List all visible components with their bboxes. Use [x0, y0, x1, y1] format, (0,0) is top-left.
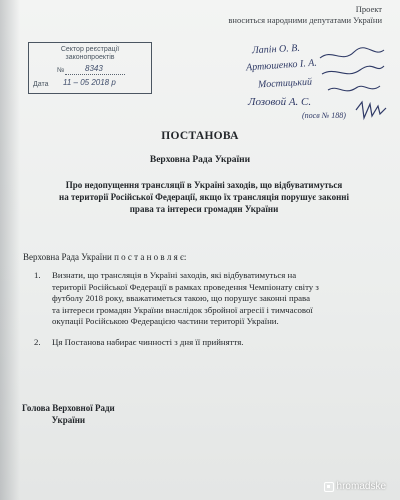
item-line: Визнати, що трансляція в Україні заходів, які відбуватимуться на: [52, 270, 297, 280]
stamp-date: 11 – 05 2018 р: [63, 78, 116, 87]
stamp-number-prefix: №: [57, 67, 65, 74]
chair-signature-block: [22, 402, 115, 426]
signature-4: Лозовой А. С.: [248, 96, 312, 108]
item-number: 2.: [34, 336, 41, 347]
watermark-text: hromadske: [336, 481, 386, 492]
item-line: та інтереси громадян України внаслідок збройної агресії і тимчасової: [52, 304, 313, 315]
item-line: окупації Російською Федерацією частини території України.: [52, 316, 279, 327]
item-number: 1.: [34, 270, 41, 280]
watermark: [324, 481, 386, 492]
item-line: футболу 2018 року, вважатиметься такою, що порушує законні права: [52, 293, 310, 304]
subject-line: на території Російської Федерації, якщо їх трансляція порушує законні: [59, 191, 349, 202]
project-note-text: вноситься народними депутатами України: [228, 15, 382, 25]
signature-2: Артюшенко І. А.: [245, 57, 318, 74]
stamp-date-label: Дата: [33, 81, 49, 88]
decree-items: [30, 270, 375, 349]
signature-4-note: (посв № 188): [302, 111, 346, 120]
stamp-number: 8343: [85, 64, 103, 73]
subject-line: права та інтереси громадян України: [129, 203, 279, 214]
project-label: Проект: [355, 4, 382, 14]
subject-line: Про недопущення трансляції в Україні заходів, що відбуватимуться: [65, 180, 343, 190]
document-subject: [58, 180, 350, 215]
document-issuer: Верховна Рада України: [149, 155, 251, 165]
decree-item-1: [30, 270, 375, 328]
stamp-title-line1: Сектор реєстрації: [60, 46, 120, 53]
stamp-title-line2: законопроектів: [65, 54, 115, 61]
item-line: Ця Постанова набирає чинності з дня її прийняття.: [52, 336, 244, 347]
signature-1: Лапін О. В.: [251, 42, 301, 57]
signature-3: Мостицький: [257, 76, 313, 91]
registration-stamp: [28, 42, 152, 94]
document-title: ПОСТАНОВА: [161, 130, 239, 142]
chair-title-line2: України: [51, 415, 86, 425]
signature-scribbles: [318, 44, 388, 126]
stamp-number-line: [65, 74, 125, 75]
project-note: [228, 4, 382, 26]
item-line: території Російської Федерації в рамках проведення Чемпіонату світу з: [52, 281, 319, 292]
decree-line: Верховна Рада України п о с т а н о в л я є:: [23, 252, 187, 262]
page-shadow: [0, 0, 20, 500]
hromadske-logo-icon: [324, 482, 334, 492]
chair-title-line1: Голова Верховної Ради: [22, 403, 115, 413]
decree-item-2: [30, 337, 375, 349]
